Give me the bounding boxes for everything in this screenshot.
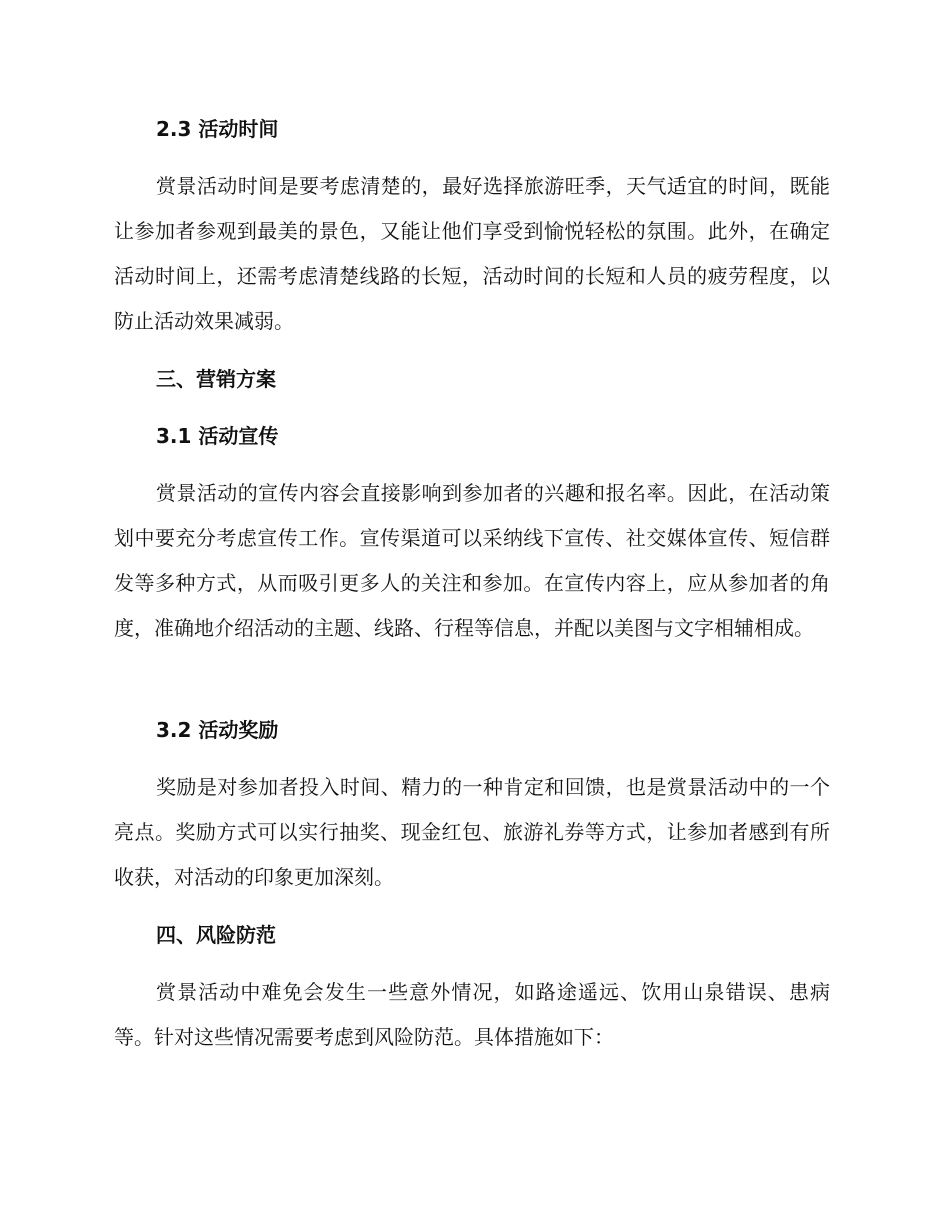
section-heading-risk: 四、风险防范 — [156, 923, 276, 947]
paragraph-promotion: 赏景活动的宣传内容会直接影响到参加者的兴趣和报名率。因此，在活动策划中要充分考虑宣传工作。宣传渠道可以采纳线下宣传、社交媒体宣传、短信群发等多种方式，从而吸引更多人的关注和参加。在宣传内容上，应从参加者的角度，准确地介绍活动的主题、线路、行程等信息，并配以美图与文字相辅相成。 — [114, 481, 830, 640]
paragraph-risk: 赏景活动中难免会发生一些意外情况，如路途遥远、饮用山泉错误、患病等。针对这些情况需要考虑到风险防范。具体措施如下： — [114, 980, 830, 1049]
section-heading-marketing: 三、营销方案 — [156, 367, 276, 391]
section-heading-2-3: 2.3 活动时间 — [156, 117, 279, 141]
paragraph-activity-time: 赏景活动时间是要考虑清楚的，最好选择旅游旺季，天气适宜的时间，既能让参加者参观到最美的景色，又能让他们享受到愉悦轻松的氛围。此外，在确定活动时间上，还需考虑清楚线路的长短，活动时间的长短和人员的疲劳程度，以防止活动效果减弱。 — [114, 174, 830, 333]
section-heading-3-1: 3.1 活动宣传 — [156, 424, 279, 448]
paragraph-rewards: 奖励是对参加者投入时间、精力的一种肯定和回馈，也是赏景活动中的一个亮点。奖励方式可以实行抽奖、现金红包、旅游礼券等方式，让参加者感到有所收获，对活动的印象更加深刻。 — [114, 775, 830, 889]
section-heading-3-2: 3.2 活动奖励 — [156, 718, 279, 742]
